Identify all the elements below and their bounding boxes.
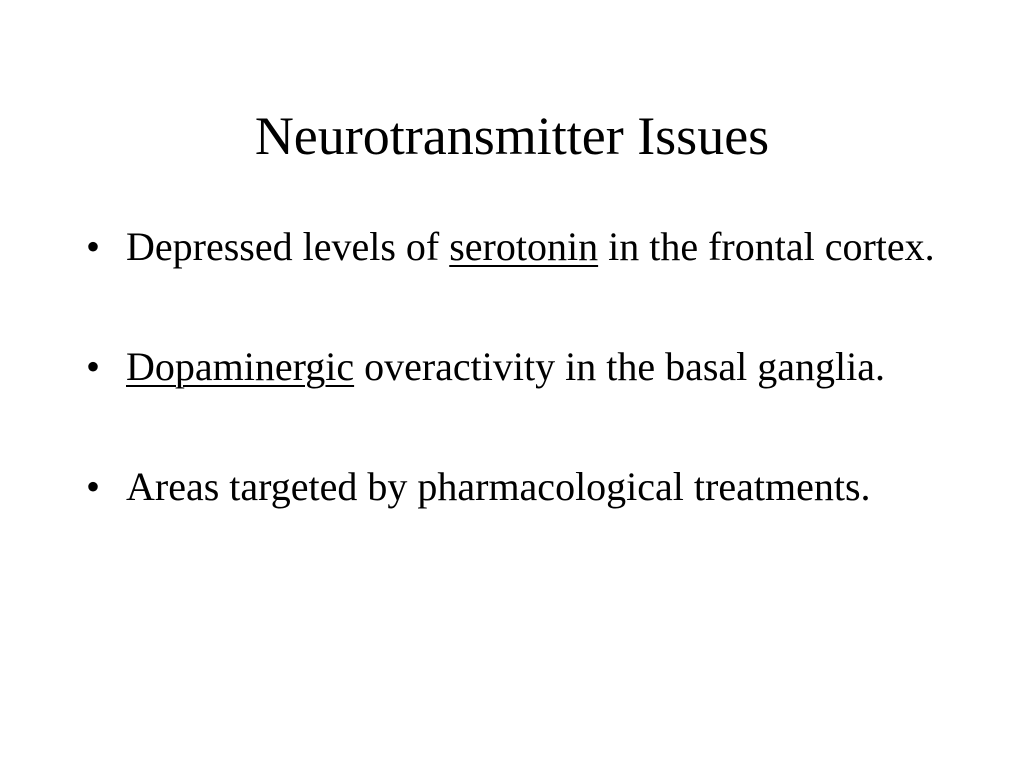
bullet-item-dopaminergic bbox=[86, 342, 946, 392]
bullet-icon: • bbox=[86, 224, 101, 269]
underlined-term-dopaminergic: Dopaminergic bbox=[126, 344, 355, 389]
bullet-icon: • bbox=[86, 464, 101, 509]
bullet-text-part: Depressed levels of bbox=[126, 224, 450, 269]
slide-title: Neurotransmitter Issues bbox=[254, 106, 770, 166]
bullet-list bbox=[86, 222, 946, 512]
bullet-text-part: Areas targeted by pharmacological treatments. bbox=[126, 464, 871, 509]
bullet-icon: • bbox=[86, 344, 101, 389]
bullet-item-serotonin bbox=[86, 222, 946, 272]
bullet-text-part: in the frontal cortex. bbox=[598, 224, 935, 269]
bullet-text-part: overactivity in the basal ganglia. bbox=[354, 344, 886, 389]
underlined-term-serotonin: serotonin bbox=[449, 224, 599, 269]
bullet-item-treatments bbox=[86, 462, 946, 512]
